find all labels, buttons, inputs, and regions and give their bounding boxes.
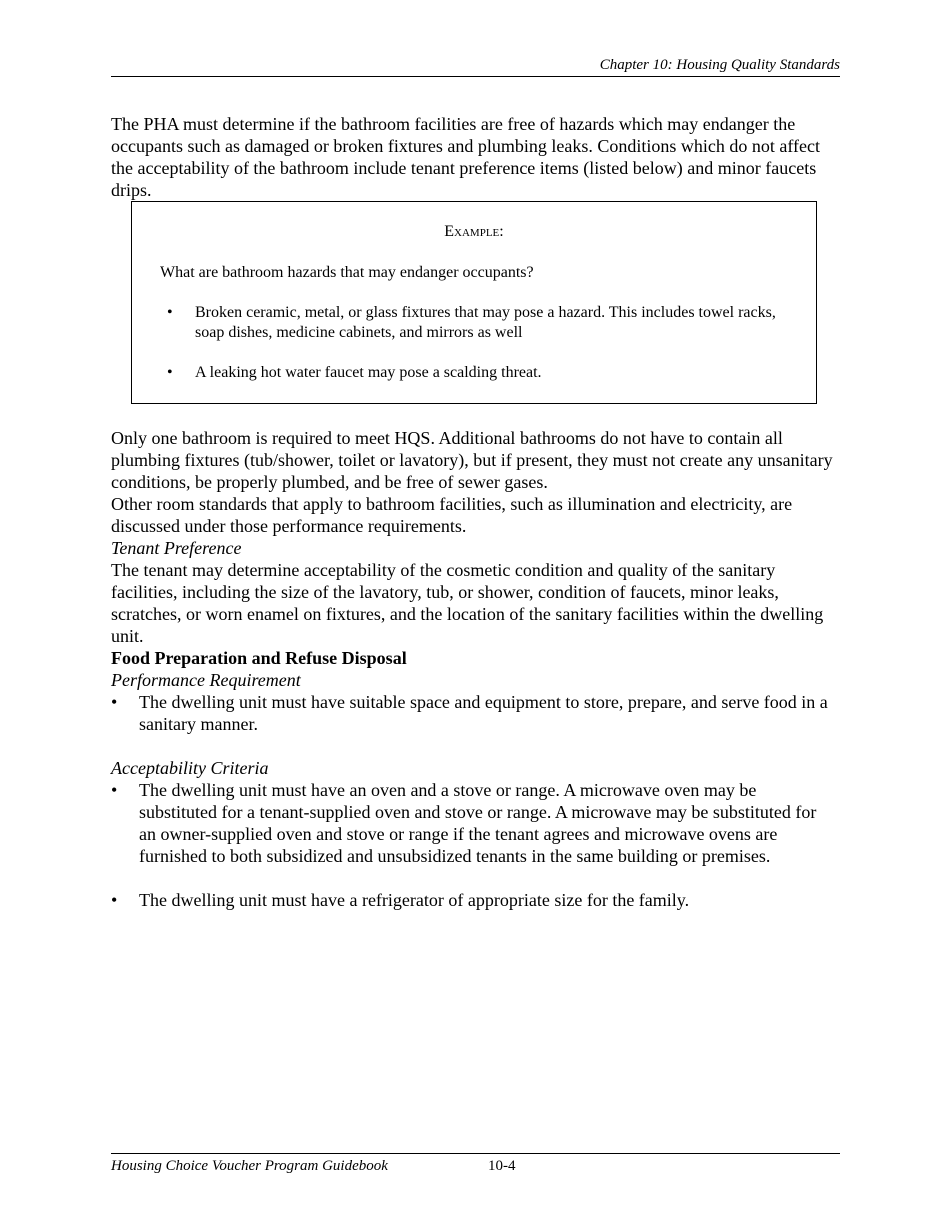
acceptability-item-text: The dwelling unit must have a refrigerator of appropriate size for the family.	[139, 890, 690, 910]
acceptability-criteria-heading: Acceptability Criteria	[111, 758, 269, 778]
bullet-glyph: •	[167, 304, 173, 321]
page-footer	[111, 1153, 840, 1175]
example-question: What are bathroom hazards that may endanger occupants?	[160, 264, 534, 281]
section-heading: Food Preparation and Refuse Disposal	[111, 648, 407, 668]
bullet-glyph: •	[111, 780, 118, 800]
page-content	[111, 113, 836, 933]
performance-requirement-heading: Performance Requirement	[111, 670, 301, 690]
example-title: Example:	[444, 223, 504, 240]
performance-list-item	[111, 691, 836, 735]
acceptability-list-item	[111, 779, 836, 867]
example-list	[160, 303, 788, 383]
acceptability-list-item	[111, 889, 836, 911]
tenant-preference-paragraph: The tenant may determine acceptability of the cosmetic condition and quality of the sanitary facilities, including the size of the lavatory, tub, or shower, condition of faucets, minor leaks, scratches, or worn enamel on fixtures, and the location of the sanitary facilities within the dwelling unit.	[111, 560, 824, 646]
example-list-item	[160, 303, 788, 343]
example-item-text: Broken ceramic, metal, or glass fixtures that may pose a hazard. This includes towel racks, soap dishes, medicine cabinets, and mirrors as well	[195, 304, 776, 341]
tenant-preference-heading: Tenant Preference	[111, 538, 242, 558]
performance-item-text: The dwelling unit must have suitable space and equipment to store, prepare, and serve food in a sanitary manner.	[139, 692, 828, 734]
other-standards-paragraph: Other room standards that apply to bathroom facilities, such as illumination and electricity, are discussed under those performance requirements.	[111, 494, 793, 536]
performance-list	[111, 691, 836, 735]
page-header	[111, 56, 840, 77]
page-number: 10-4	[488, 1158, 516, 1174]
example-list-item	[160, 363, 788, 383]
intro-paragraph: The PHA must determine if the bathroom facilities are free of hazards which may endanger the occupants such as damaged or broken fixtures and plumbing leaks. Conditions which do not affect the acceptability of the bathroom include tenant preference items (listed below) and minor faucets drips.	[111, 114, 821, 200]
example-item-text: A leaking hot water faucet may pose a scalding threat.	[195, 364, 542, 381]
chapter-title: Chapter 10: Housing Quality Standards	[599, 57, 840, 73]
one-bathroom-paragraph: Only one bathroom is required to meet HQS. Additional bathrooms do not have to contain all plumbing fixtures (tub/shower, toilet or lavatory), but if present, they must not create any unsanitary conditions, be properly plumbed, and be free of sewer gases.	[111, 428, 833, 492]
acceptability-item-text: The dwelling unit must have an oven and a stove or range. A microwave oven may be substituted for a tenant-supplied oven and stove or range. A microwave may be substituted for an owner-supplied oven and stove or range if the tenant agrees and microwave ovens are furnished to both subsidized and unsubsidized tenants in the same building or premises.	[139, 780, 817, 866]
example-box	[131, 201, 817, 404]
acceptability-list	[111, 779, 836, 911]
bullet-glyph: •	[111, 890, 118, 910]
guidebook-title: Housing Choice Voucher Program Guidebook	[111, 1158, 388, 1174]
bullet-glyph: •	[111, 692, 118, 712]
bullet-glyph: •	[167, 364, 173, 381]
